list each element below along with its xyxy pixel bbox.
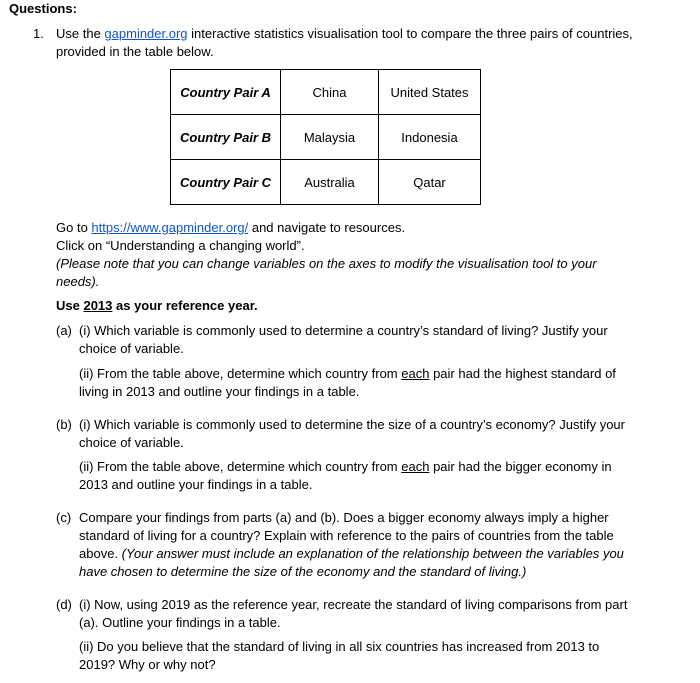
part-b-ii-line-2: 2013 and outline your findings in a table. (79, 477, 313, 492)
part-c-line-2: standard of living for a country? Explain with reference to the pairs of countries from the table (79, 528, 614, 543)
part-d-ii-line-1: (ii) Do you believe that the standard of living in all six countries has increased from 2013 to (79, 639, 600, 654)
part-d-label: (d) (56, 597, 72, 612)
goto-after: and navigate to resources. (248, 220, 406, 235)
table-row (171, 70, 481, 115)
reference-year (56, 298, 258, 313)
table-row (171, 115, 481, 160)
table-cell: China (281, 70, 379, 115)
part-a-i-line-2: choice of variable. (79, 341, 184, 356)
table-cell: United States (379, 70, 481, 115)
gapminder-link[interactable]: gapminder.org (104, 26, 188, 41)
table-cell: Malaysia (281, 115, 379, 160)
q1-text-before: Use the (56, 26, 105, 41)
part-b-ii-after: pair had the bigger economy in (429, 459, 612, 474)
part-a-i-line-1: (i) Which variable is commonly used to determine a country’s standard of living? Justify your (79, 323, 608, 338)
goto-before: Go to (56, 220, 92, 235)
gapminder-url-link[interactable]: https://www.gapminder.org/ (91, 220, 249, 235)
goto-instruction (56, 220, 405, 235)
part-b-label: (b) (56, 417, 72, 432)
part-d-i-line-2: (a). Outline your findings in a table. (79, 615, 281, 630)
row-label: Country Pair B (171, 115, 281, 160)
q1-text-after: interactive statistics visualisation tool to compare the three pairs of countries, (187, 26, 633, 41)
part-c-line-1: Compare your findings from parts (a) and (b). Does a bigger economy always imply a higher (79, 510, 609, 525)
row-label: Country Pair A (171, 70, 281, 115)
part-b-ii-before: (ii) From the table above, determine which country from (79, 459, 402, 474)
part-c-line-3-italic: (Your answer must include an explanation of the relationship between the variables you (121, 546, 624, 561)
question-1-line-1 (56, 26, 633, 41)
question-number: 1. (33, 26, 44, 41)
part-d-i-line-1: (i) Now, using 2019 as the reference year, recreate the standard of living comparisons from part (79, 597, 628, 612)
part-c-line-4: have chosen to determine the size of the economy and the standard of living.) (79, 564, 527, 579)
table-cell: Qatar (379, 160, 481, 205)
table-cell: Australia (281, 160, 379, 205)
part-a-ii-each: each (401, 366, 430, 381)
note-line-1: (Please note that you can change variables on the axes to modify the visualisation tool to your (56, 256, 597, 271)
part-c-line-3 (79, 546, 624, 561)
row-label: Country Pair C (171, 160, 281, 205)
table-row (171, 160, 481, 205)
part-b-i-line-1: (i) Which variable is commonly used to determine the size of a country’s economy? Justify your (79, 417, 625, 432)
note-line-2: needs). (56, 274, 100, 289)
part-a-ii-line-1 (79, 366, 616, 381)
part-c-line-3-plain: above. (79, 546, 122, 561)
part-d-ii-line-2: 2019? Why or why not? (79, 657, 216, 672)
part-a-ii-before: (ii) From the table above, determine which country from (79, 366, 402, 381)
part-a-ii-after: pair had the highest standard of (429, 366, 616, 381)
part-c-label: (c) (56, 510, 72, 525)
part-a-label: (a) (56, 323, 72, 338)
table-cell: Indonesia (379, 115, 481, 160)
reference-before: Use (56, 298, 84, 313)
part-b-i-line-2: choice of variable. (79, 435, 184, 450)
country-pairs-table (170, 69, 481, 205)
part-b-ii-each: each (401, 459, 430, 474)
reference-year-value: 2013 (83, 298, 113, 313)
click-instruction: Click on “Understanding a changing world”. (56, 238, 305, 253)
questions-heading: Questions: (9, 1, 77, 16)
part-b-ii-line-1 (79, 459, 612, 474)
reference-after: as your reference year. (112, 298, 258, 313)
question-1-line-2: provided in the table below. (56, 44, 214, 59)
part-a-ii-line-2: living in 2013 and outline your findings in a table. (79, 384, 360, 399)
